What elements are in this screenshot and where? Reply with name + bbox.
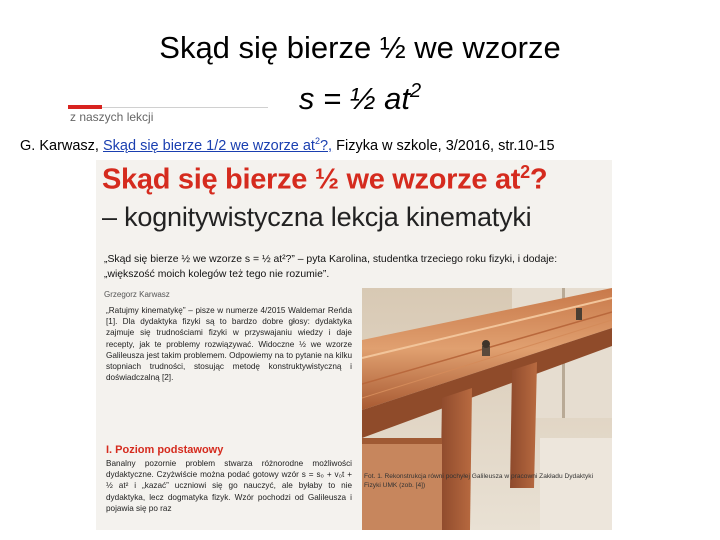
article-title-exponent: 2: [520, 162, 530, 182]
formula-exponent: 2: [410, 80, 422, 102]
article-body-column2: Banalny pozornie problem stwarza różnorodne możliwości dydaktyczne. Czyżwiście można podać gotowy wzór s = s₀ + v₀t + ½ at² i „kazać” uczniowi się go nauczyć, ale byłaby to nie dydaktyka, lecz dogmatyka fizyk. Wzór pochodzi od Galileusza i pojawia się po raz: [106, 459, 352, 513]
article-lead: „Skąd się bierze ½ we wzorze s = ½ at²?” – pyta Karolina, studentka trzeciego roku fizyki, i dodaje: „większość moich kolegów też tego nie rozumie”.: [104, 254, 558, 280]
banner-divider: [102, 107, 268, 108]
article-subtitle: – kognitywistyczna lekcja kinematyki: [102, 202, 532, 232]
lesson-banner: [68, 101, 268, 129]
citation-link-suffix: ?,: [319, 137, 333, 154]
banner-red-bar: [68, 105, 102, 109]
article-title-suffix: ?: [529, 163, 548, 196]
article-body-column1: „Ratujmy kinematykę” – pisze w numerze 4/2015 Waldemar Reńda [1]. Dla dydaktyka fizyki są to bardzo dobre głosy: dydaktyka zajmuje się trudnościami fizyki w przyswajaniu wiedzy i daje recepty, jak te problemy rozwiązywać. Widoczne ½ we wzorze Galileusza jest takim problemem. Odpowiemy na to pytanie na kilku stopniach trudności, stosując metodę konstruktywistyczną i doświadczalną [2].: [106, 306, 352, 383]
article-scan: [96, 160, 612, 530]
citation-link[interactable]: [103, 138, 332, 154]
photo-caption: Fot. 1. Rekonstrukcja równi pochyłej Galileusza w pracowni Zakładu Dydaktyki Fizyki UMK (zob. [4]): [364, 473, 594, 489]
citation-details: Fizyka w szkole, 3/2016, str.10-15: [336, 137, 555, 154]
article-author: Grzegorz Karwasz: [104, 290, 170, 299]
article-section-title: I. Poziom podstawowy: [106, 444, 224, 456]
banner-label: z naszych lekcji: [70, 110, 154, 124]
formula-text: s = ½ at: [298, 81, 411, 116]
citation-link-exponent: 2: [314, 136, 320, 146]
citation-link-text: Skąd się bierze 1/2 we wzorze at: [103, 137, 315, 154]
citation-author: G. Karwasz,: [20, 137, 99, 154]
inclined-plane-photo: [362, 288, 612, 530]
article-title-text: Skąd się bierze ½ we wzorze at: [102, 163, 521, 196]
citation: [20, 136, 720, 154]
article-title: [102, 162, 547, 197]
slide-title: Skąd się bierze ½ we wzorze: [159, 30, 561, 65]
